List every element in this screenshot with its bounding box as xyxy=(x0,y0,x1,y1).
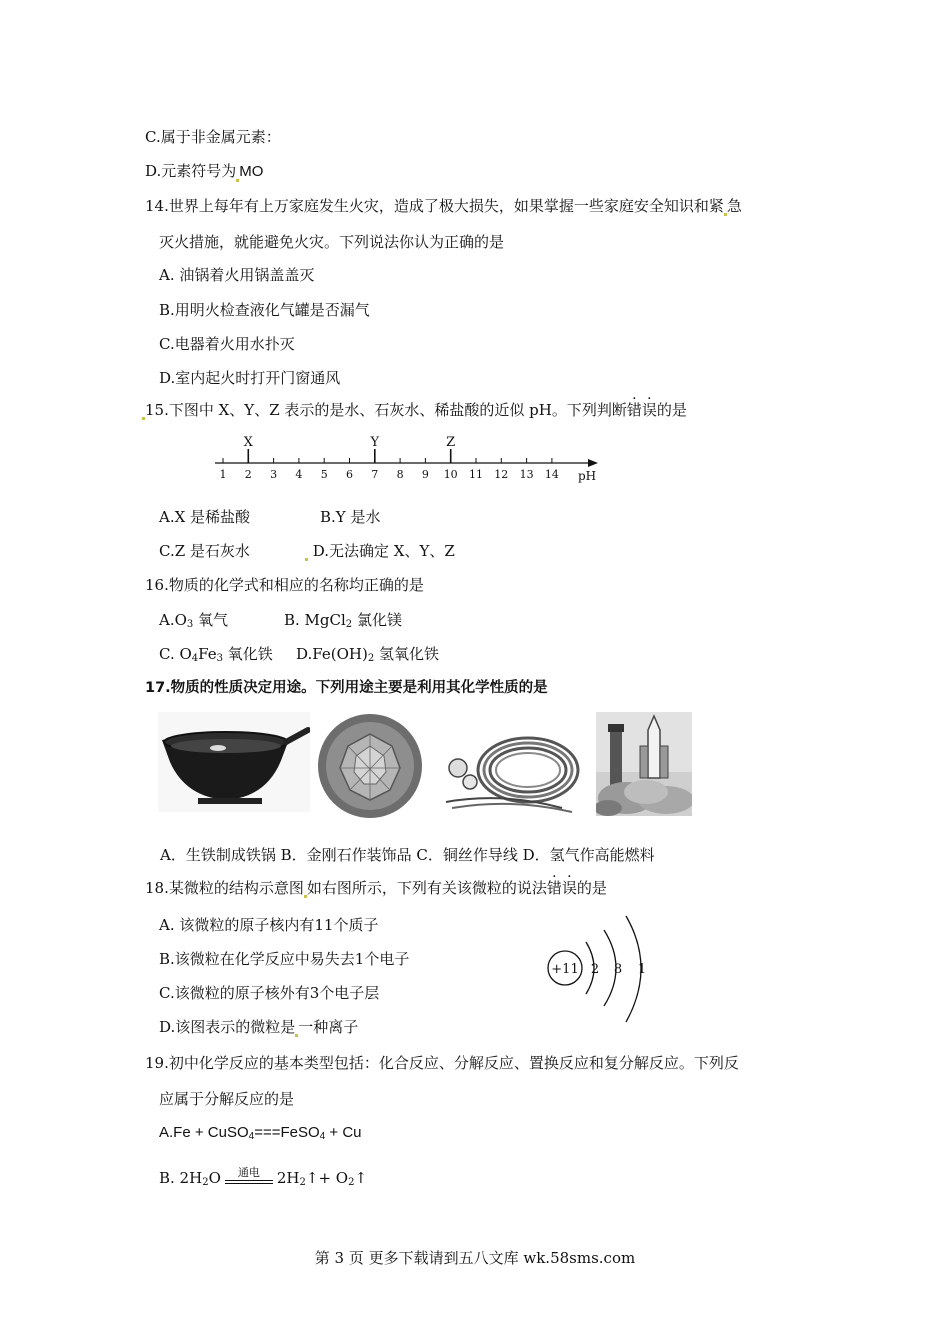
rocket-image xyxy=(596,712,692,816)
ph-tick-label: 2 xyxy=(244,468,252,481)
q13-option-d: D.元素符号为 MO xyxy=(145,162,264,180)
ph-tick-label: 3 xyxy=(270,468,278,481)
shell-label-2: 8 xyxy=(613,962,623,977)
q15-stem: 15.下图中 X、Y、Z 表示的是水、石灰水、稀盐酸的近似 pH。下列判断错误的是 xyxy=(142,400,687,420)
q18-option-d: D.该图表示的微粒是 一种离子 xyxy=(159,1018,359,1036)
ph-tick-label: 1 xyxy=(219,468,227,481)
ph-marker-label-z: Z xyxy=(446,435,456,450)
q13-option-c: C.属于非金属元素： xyxy=(145,128,281,146)
q15-option-d: D.无法确定 X、Y、Z xyxy=(305,540,455,561)
wok-image xyxy=(158,712,310,812)
q14-option-b: B.用明火检查液化气罐是否漏气 xyxy=(159,301,370,319)
q16-stem: 16.物质的化学式和相应的名称均正确的是 xyxy=(145,576,424,594)
q14-stem-cont: 灭火措施，就能避免火灾。下列说法你认为正确的是 xyxy=(159,233,505,251)
q19-option-a: A.Fe + CuSO$_4$===FeSO$_4$ + Cu xyxy=(159,1124,362,1142)
ph-tick-label: 14 xyxy=(544,468,559,481)
q18-stem: 18.某微粒的结构示意图 如右图所示，下列有关该微粒的说法错误的是 xyxy=(145,879,607,897)
ph-tick-label: 11 xyxy=(469,468,483,481)
q14-stem: 14.世界上每年有上万家庭发生火灾，造成了极大损失，如果掌握一些家庭安全知识和紧 急 xyxy=(145,197,742,215)
q18-option-c: C.该微粒的原子核外有3个电子层 xyxy=(159,984,380,1002)
q14-option-a: A. 油锅着火用锅盖盖灭 xyxy=(159,266,315,284)
q14-option-c: C.电器着火用水扑灭 xyxy=(159,335,295,353)
q16-option-a: $A.O_3$ 氧气 xyxy=(159,611,229,630)
q15-option-c: C.Z 是石灰水 xyxy=(159,542,250,560)
page-footer: 第 3 页 更多下载请到五八文库 wk.58sms.com xyxy=(314,1249,636,1267)
q16-option-c: C. $O_4Fe_3$ 氧化铁 xyxy=(159,645,273,664)
ph-axis-label: pH xyxy=(578,469,597,483)
q14-option-d: D.室内起火时打开门窗通风 xyxy=(159,369,341,387)
ph-marker-label-y: Y xyxy=(370,435,380,450)
q16-option-b: B. MgCl$_2$ 氯化镁 xyxy=(284,611,402,630)
ph-tick-label: 12 xyxy=(494,468,509,481)
ph-tick-label: 13 xyxy=(519,468,534,481)
ph-tick-label: 6 xyxy=(346,468,353,481)
ph-marker-label-x: X xyxy=(243,435,253,450)
ph-tick-label: 9 xyxy=(421,468,429,481)
diamond-image xyxy=(316,712,428,820)
q17-stem: 17.物质的性质决定用途。下列用途主要是利用其化学性质的是 xyxy=(145,680,548,696)
q19-option-b: B. $2H_2O$ 通电 $2H_2↑+$ $O_2↑$ xyxy=(159,1166,368,1188)
ph-tick-label: 7 xyxy=(371,468,379,481)
shell-label-3: 1 xyxy=(637,962,647,977)
q19-stem: 19.初中化学反应的基本类型包括：化合反应、分解反应、置换反应和复分解反应。下列反 xyxy=(145,1054,739,1072)
q19-stem-cont: 应属于分解反应的是 xyxy=(159,1090,295,1108)
reaction-condition: 通电 xyxy=(223,1169,275,1189)
q15-option-a: A.X 是稀盐酸 xyxy=(159,508,251,526)
shell-label-1: 2 xyxy=(590,962,600,977)
ph-tick-label: 4 xyxy=(295,468,303,481)
q17-options: A．生铁制成铁锅 B．金刚石作装饰品 C．铜丝作导线 D．氢气作高能燃料 xyxy=(160,846,655,864)
q18-option-a: A. 该微粒的原子核内有11个质子 xyxy=(159,916,379,934)
q16-option-d: $D.Fe(OH)_2$ 氢氧化铁 xyxy=(296,645,439,664)
ph-tick-label: 10 xyxy=(443,468,458,481)
nucleus-charge-label: +11 xyxy=(551,962,579,977)
ph-tick-label: 8 xyxy=(396,468,404,481)
copper-wire-image xyxy=(442,722,584,814)
q15-option-b: B.Y 是水 xyxy=(320,508,381,526)
ph-scale-diagram xyxy=(210,430,610,486)
q18-option-b: B.该微粒在化学反应中易失去1个电子 xyxy=(159,950,410,968)
atom-structure-diagram xyxy=(540,910,660,1028)
ph-tick-label: 5 xyxy=(320,468,328,481)
ph-axis-arrow xyxy=(588,459,598,467)
